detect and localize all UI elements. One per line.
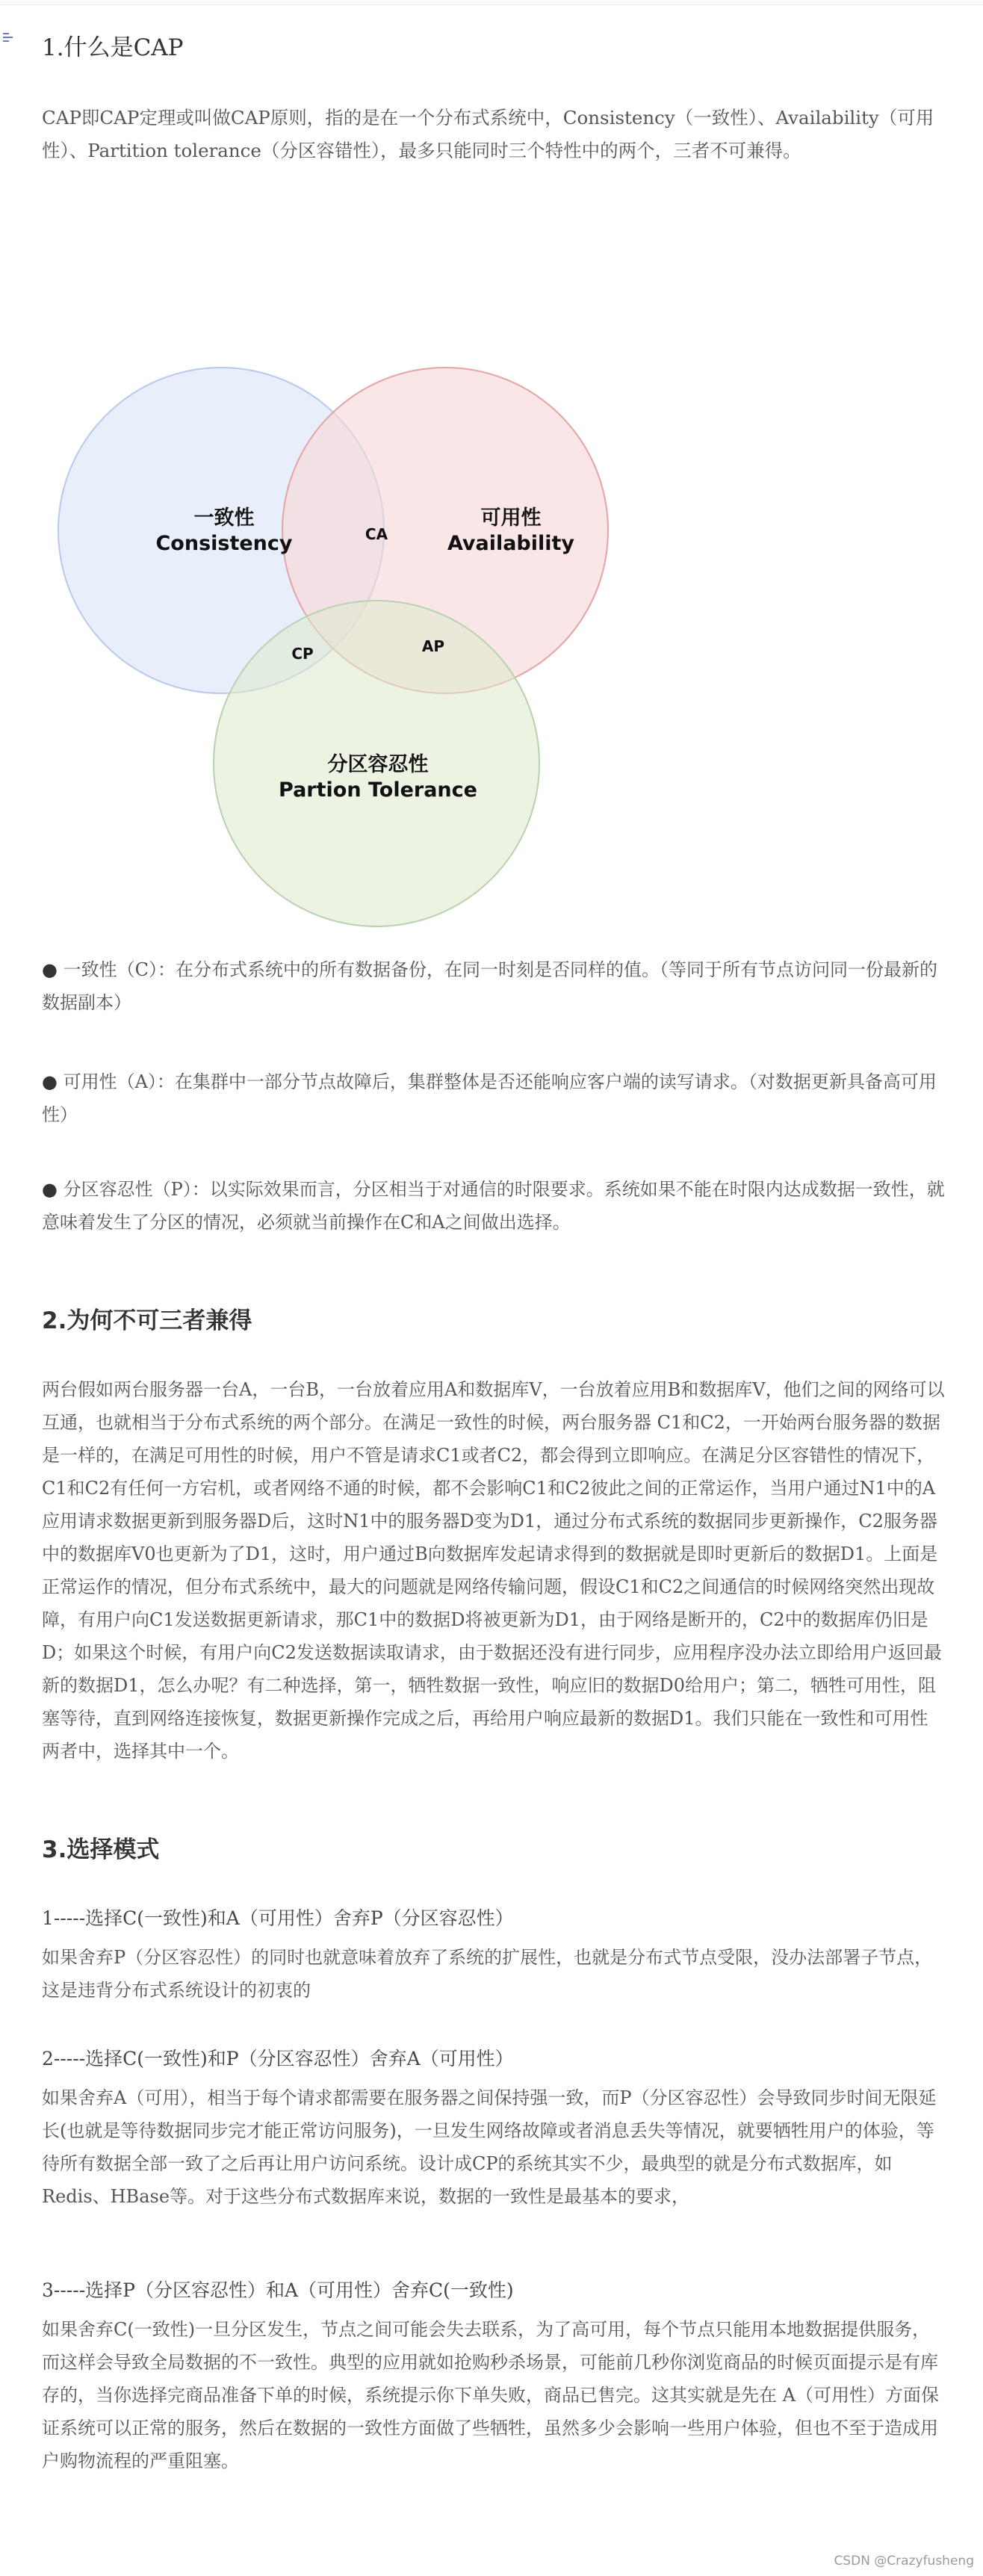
bullet-partition [42,1173,946,1239]
bullet-dot: ● [42,959,58,980]
consistency-label-cn: 一致性 [193,507,255,530]
section3-title: 3.选择模式 [42,1836,160,1863]
bullet-text: 分区容忍性（P）：以实际效果而言，分区相当于对通信的时限要求。系统如果不能在时限内达成数据一致性，就意味着发生了分区的情况，必须就当前操作在C和A之间做出选择。 [42,1179,945,1233]
bullet-text: 可用性（A）：在集群中一部分节点故障后，集群整体是否还能响应客户端的读写请求。（对数据更新具备高可用性） [42,1071,937,1125]
partition-label-cn: 分区容忍性 [327,753,429,776]
bullet-consistency [42,953,946,1019]
ap-label: AP [421,637,445,655]
mode1-body: 如果舍弃P（分区容忍性）的同时也就意味着放弃了系统的扩展性，也就是分布式节点受限，没办法部署子节点，这是违背分布式系统设计的初衷的 [42,1947,933,2001]
mode2-heading: 2-----选择C(一致性)和P（分区容忍性）舍弃A（可用性） [42,2048,514,2069]
section2-body: 两台假如两台服务器一台A，一台B，一台放着应用A和数据库V，一台放着应用B和数据库V，他们之间的网络可以互通，也就相当于分布式系统的两个部分。在满足一致性的时候，两台服务器 C1和C2，一开始两台服务器的数据是一样的，在满足可用性的时候，用户不管是请求C1或者C2，都会得到立即响应。在满足分区容错性的情况下，C1和C2有任何一方宕机，或者网络不通的时候，都不会影响C1和C2彼此之间的正常运作，当用户通过N1中的A应用请求数据更新到服务器D后，这时N1中的服务器D变为D1，通过分布式系统的数据同步更新操作，C2服务器中的数据库V0也更新为了D1，这时，用户通过B向数据库发起请求得到的数据就是即时更新后的数据D1。上面是正常运作的情况，但分布式系统中，最大的问题就是网络传输问题，假设C1和C2之间通信的时候网络突然出现故障，有用户向C1发送数据更新请求，那C1中的数据D将被更新为D1，由于网络是断开的，C2中的数据库仍旧是D；如果这个时候，有用户向C2发送数据读取请求，由于数据还没有进行同步，应用程序没办法立即给用户返回最新的数据D1，怎么办呢？有二种选择，第一，牺牲数据一致性，响应旧的数据D0给用户；第二，牺牲可用性，阻塞等待，直到网络连接恢复，数据更新操作完成之后，再给用户响应最新的数据D1。我们只能在一致性和可用性两者中，选择其中一个。 [42,1379,945,1762]
outline-menu-icon[interactable] [3,33,13,43]
mode3-body: 如果舍弃C(一致性)一旦分区发生，节点之间可能会失去联系，为了高可用，每个节点只能用本地数据提供服务，而这样会导致全局数据的不一致性。典型的应用就如抢购秒杀场景，可能前几秒你浏览商品的时候页面提示是有库存的，当你选择完商品准备下单的时候，系统提示你下单失败，商品已售完。这其实就是先在 A（可用性）方面保证系统可以正常的服务，然后在数据的一致性方面做了些牺牲，虽然多少会影响一些用户体验，但也不至于造成用户购物流程的严重阻塞。 [42,2319,939,2471]
mode2-body: 如果舍弃A（可用），相当于每个请求都需要在服务器之间保持强一致，而P（分区容忍性）会导致同步时间无限延长(也就是等待数据同步完才能正常访问服务)，一旦发生网络故障或者消息丢失等情况，就要牺牲用户的体验，等待所有数据全部一致了之后再让用户访问系统。设计成CP的系统其实不少，最典型的就是分布式数据库，如Redis、HBase等。对于这些分布式数据库来说，数据的一致性是最基本的要求， [42,2087,937,2207]
consistency-label-en: Consistency [155,532,293,555]
csdn-watermark: CSDN @Crazyfusheng [834,2554,974,2569]
mode3-heading: 3-----选择P（分区容忍性）和A（可用性）舍弃C(一致性) [42,2279,514,2301]
availability-label-cn: 可用性 [480,507,542,530]
cp-label: CP [291,645,314,663]
bullet-dot: ● [42,1071,58,1092]
bullet-dot: ● [42,1179,58,1200]
section1-intro: CAP即CAP定理或叫做CAP原则，指的是在一个分布式系统中，Consistency（一致性）、Availability（可用性）、Partition tolerance（分区容错性），最多只能同时三个特性中的两个，三者不可兼得。 [42,107,934,161]
bullet-text: 一致性（C）：在分布式系统中的所有数据备份，在同一时刻是否同样的值。（等同于所有节点访问同一份最新的数据副本） [42,959,937,1013]
availability-label-en: Availability [447,532,575,555]
mode1-heading: 1-----选择C(一致性)和A（可用性）舍弃P（分区容忍性） [42,1907,514,1929]
section1-title: 1.什么是CAP [42,34,184,61]
ca-label: CA [365,525,388,543]
top-border [0,0,983,5]
bullet-availability [42,1065,946,1131]
section2-title: 2.为何不可三者兼得 [42,1307,252,1334]
partition-label-en: Partion Tolerance [279,778,477,802]
cap-venn-diagram [42,329,684,941]
